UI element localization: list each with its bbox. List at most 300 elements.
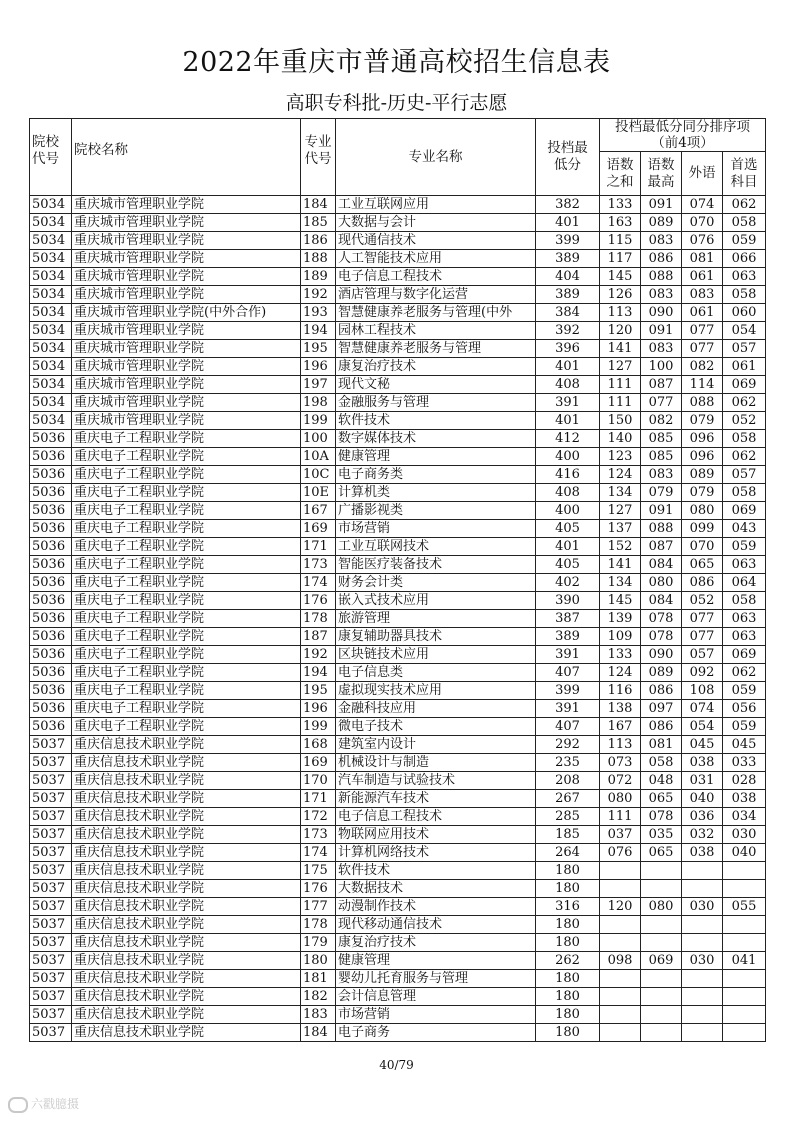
cell-min-score: 392 [536,322,600,340]
cell-chinese-math-sum: 152 [600,538,641,556]
cell-school-name: 重庆信息技术职业学院 [72,754,301,772]
cell-major-name: 微电子技术 [336,718,536,736]
cell-min-score: 391 [536,394,600,412]
cell-foreign: 065 [682,556,723,574]
cell-major-code: 187 [301,628,336,646]
cell-first-subject: 063 [723,610,766,628]
cell-first-subject: 066 [723,250,766,268]
cell-first-subject: 059 [723,232,766,250]
table-row [30,898,766,916]
cell-major-name: 智慧健康养老服务与管理 [336,340,536,358]
cell-major-name: 财务会计类 [336,574,536,592]
cell-foreign: 040 [682,790,723,808]
cell-foreign: 083 [682,286,723,304]
cell-school-name: 重庆信息技术职业学院 [72,898,301,916]
cell-foreign: 074 [682,196,723,214]
header-chinese-math-max: 语数最高 [641,152,682,196]
logo-icon [8,1097,28,1113]
cell-chinese-math-max: 077 [641,394,682,412]
cell-min-score: 407 [536,718,600,736]
cell-school-code: 5036 [30,628,72,646]
cell-major-name: 工业互联网应用 [336,196,536,214]
cell-major-code: 198 [301,394,336,412]
cell-chinese-math-sum: 113 [600,736,641,754]
cell-chinese-math-sum: 076 [600,844,641,862]
cell-school-name: 重庆电子工程职业学院 [72,700,301,718]
admission-table [29,118,766,1042]
cell-chinese-math-max: 086 [641,718,682,736]
cell-major-code: 196 [301,700,336,718]
cell-chinese-math-sum: 109 [600,628,641,646]
cell-foreign: 089 [682,466,723,484]
cell-major-name: 酒店管理与数字化运营 [336,286,536,304]
cell-first-subject: 060 [723,304,766,322]
cell-chinese-math-sum: 139 [600,610,641,628]
cell-school-code: 5036 [30,466,72,484]
cell-chinese-math-sum: 037 [600,826,641,844]
cell-major-code: 176 [301,880,336,898]
cell-chinese-math-max: 058 [641,754,682,772]
cell-major-name: 现代通信技术 [336,232,536,250]
cell-major-code: 10C [301,466,336,484]
cell-foreign: 045 [682,736,723,754]
table-row [30,988,766,1006]
cell-major-name: 动漫制作技术 [336,898,536,916]
cell-chinese-math-max: 090 [641,646,682,664]
cell-school-name: 重庆城市管理职业学院 [72,376,301,394]
cell-min-score: 390 [536,592,600,610]
cell-min-score: 180 [536,934,600,952]
cell-chinese-math-sum: 120 [600,898,641,916]
table-row [30,394,766,412]
cell-school-code: 5034 [30,232,72,250]
cell-school-code: 5037 [30,898,72,916]
cell-major-code: 174 [301,574,336,592]
table-row [30,610,766,628]
cell-foreign: 070 [682,214,723,232]
cell-first-subject: 059 [723,682,766,700]
cell-min-score: 235 [536,754,600,772]
cell-major-name: 建筑室内设计 [336,736,536,754]
cell-major-name: 园林工程技术 [336,322,536,340]
cell-min-score: 208 [536,772,600,790]
cell-chinese-math-max: 086 [641,250,682,268]
table-row [30,232,766,250]
cell-chinese-math-sum: 127 [600,358,641,376]
cell-min-score: 408 [536,484,600,502]
cell-foreign: 096 [682,448,723,466]
cell-school-name: 重庆电子工程职业学院 [72,646,301,664]
cell-school-code: 5036 [30,484,72,502]
cell-foreign: 038 [682,754,723,772]
cell-major-code: 172 [301,808,336,826]
cell-major-name: 健康管理 [336,952,536,970]
table-row [30,412,766,430]
cell-first-subject: 033 [723,754,766,772]
cell-chinese-math-sum: 126 [600,286,641,304]
table-row [30,556,766,574]
table-row [30,286,766,304]
cell-min-score: 389 [536,250,600,268]
cell-chinese-math-max: 088 [641,268,682,286]
cell-chinese-math-max: 069 [641,952,682,970]
cell-major-code: 183 [301,1006,336,1024]
cell-min-score: 389 [536,628,600,646]
cell-first-subject: 062 [723,448,766,466]
cell-major-name: 电子商务类 [336,466,536,484]
cell-foreign [682,1006,723,1024]
cell-chinese-math-sum: 134 [600,484,641,502]
cell-school-code: 5034 [30,268,72,286]
cell-school-name: 重庆信息技术职业学院 [72,1006,301,1024]
cell-chinese-math-max: 097 [641,700,682,718]
cell-school-code: 5034 [30,214,72,232]
cell-first-subject: 063 [723,628,766,646]
cell-chinese-math-sum [600,970,641,988]
cell-major-code: 186 [301,232,336,250]
table-row [30,862,766,880]
cell-chinese-math-sum: 133 [600,196,641,214]
cell-school-name: 重庆信息技术职业学院 [72,970,301,988]
cell-foreign: 079 [682,412,723,430]
cell-school-name: 重庆信息技术职业学院 [72,916,301,934]
cell-chinese-math-max [641,970,682,988]
cell-school-code: 5037 [30,826,72,844]
cell-major-code: 168 [301,736,336,754]
cell-major-name: 软件技术 [336,862,536,880]
cell-first-subject: 063 [723,556,766,574]
cell-school-name: 重庆电子工程职业学院 [72,574,301,592]
cell-school-name: 重庆电子工程职业学院 [72,682,301,700]
cell-school-code: 5037 [30,1024,72,1042]
cell-min-score: 384 [536,304,600,322]
cell-min-score: 408 [536,376,600,394]
cell-chinese-math-max [641,1024,682,1042]
cell-major-name: 虚拟现实技术应用 [336,682,536,700]
cell-min-score: 401 [536,412,600,430]
cell-major-code: 194 [301,664,336,682]
logo-text: 六戳臆摄 [31,1097,80,1111]
cell-min-score: 412 [536,430,600,448]
cell-foreign: 114 [682,376,723,394]
cell-min-score: 416 [536,466,600,484]
cell-school-name: 重庆电子工程职业学院 [72,430,301,448]
cell-major-code: 10E [301,484,336,502]
cell-foreign: 081 [682,250,723,268]
table-row [30,880,766,898]
cell-chinese-math-sum: 116 [600,682,641,700]
cell-first-subject: 043 [723,520,766,538]
cell-foreign [682,1024,723,1042]
cell-first-subject: 057 [723,466,766,484]
cell-school-name: 重庆电子工程职业学院 [72,592,301,610]
cell-major-name: 大数据技术 [336,880,536,898]
cell-foreign: 074 [682,700,723,718]
cell-school-name: 重庆信息技术职业学院 [72,772,301,790]
cell-first-subject: 064 [723,574,766,592]
cell-first-subject: 062 [723,196,766,214]
cell-foreign: 038 [682,844,723,862]
cell-major-name: 智慧健康养老服务与管理(中外 [336,304,536,322]
table-row [30,448,766,466]
cell-chinese-math-sum: 111 [600,376,641,394]
cell-min-score: 180 [536,880,600,898]
cell-major-name: 市场营销 [336,1006,536,1024]
cell-school-name: 重庆城市管理职业学院 [72,412,301,430]
cell-chinese-math-max: 035 [641,826,682,844]
cell-major-name: 金融服务与管理 [336,394,536,412]
cell-major-code: 193 [301,304,336,322]
cell-min-score: 292 [536,736,600,754]
cell-chinese-math-sum: 127 [600,502,641,520]
table-row [30,916,766,934]
cell-school-code: 5036 [30,664,72,682]
cell-chinese-math-sum [600,862,641,880]
cell-chinese-math-sum: 098 [600,952,641,970]
table-row [30,466,766,484]
cell-chinese-math-max [641,988,682,1006]
cell-school-code: 5034 [30,376,72,394]
table-row [30,340,766,358]
cell-school-name: 重庆信息技术职业学院 [72,736,301,754]
cell-chinese-math-sum: 073 [600,754,641,772]
cell-foreign [682,988,723,1006]
cell-foreign [682,934,723,952]
cell-major-code: 182 [301,988,336,1006]
cell-first-subject: 038 [723,790,766,808]
cell-chinese-math-max: 065 [641,790,682,808]
cell-chinese-math-sum [600,988,641,1006]
cell-min-score: 401 [536,214,600,232]
cell-school-name: 重庆电子工程职业学院 [72,520,301,538]
cell-major-name: 物联网应用技术 [336,826,536,844]
cell-min-score: 399 [536,232,600,250]
cell-school-code: 5034 [30,304,72,322]
table-row [30,214,766,232]
table-row [30,790,766,808]
cell-foreign: 077 [682,628,723,646]
cell-chinese-math-sum: 123 [600,448,641,466]
cell-min-score: 387 [536,610,600,628]
cell-chinese-math-max: 085 [641,448,682,466]
cell-chinese-math-sum: 145 [600,592,641,610]
cell-school-code: 5036 [30,574,72,592]
cell-school-name: 重庆电子工程职业学院 [72,538,301,556]
table-row [30,718,766,736]
cell-major-code: 184 [301,196,336,214]
cell-major-code: 181 [301,970,336,988]
cell-major-name: 计算机网络技术 [336,844,536,862]
cell-school-code: 5036 [30,682,72,700]
cell-chinese-math-max: 079 [641,484,682,502]
cell-chinese-math-max: 080 [641,898,682,916]
cell-chinese-math-max [641,934,682,952]
cell-min-score: 404 [536,268,600,286]
cell-school-code: 5037 [30,808,72,826]
cell-major-code: 199 [301,718,336,736]
cell-min-score: 391 [536,700,600,718]
cell-school-name: 重庆电子工程职业学院 [72,556,301,574]
header-chinese-math-sum: 语数之和 [600,152,641,196]
cell-major-code: 167 [301,502,336,520]
cell-chinese-math-sum: 140 [600,430,641,448]
cell-school-name: 重庆城市管理职业学院 [72,250,301,268]
cell-school-code: 5037 [30,754,72,772]
cell-school-code: 5034 [30,412,72,430]
cell-first-subject: 063 [723,268,766,286]
cell-school-code: 5034 [30,286,72,304]
cell-major-code: 178 [301,610,336,628]
cell-foreign: 032 [682,826,723,844]
cell-first-subject: 041 [723,952,766,970]
cell-school-code: 5036 [30,502,72,520]
cell-chinese-math-sum: 113 [600,304,641,322]
header-school-name: 院校名称 [72,119,301,196]
table-row [30,322,766,340]
cell-major-name: 广播影视类 [336,502,536,520]
cell-major-code: 185 [301,214,336,232]
cell-min-score: 382 [536,196,600,214]
cell-first-subject: 057 [723,340,766,358]
cell-chinese-math-max: 086 [641,682,682,700]
cell-first-subject [723,1024,766,1042]
cell-chinese-math-max: 065 [641,844,682,862]
cell-chinese-math-max: 087 [641,376,682,394]
cell-foreign [682,916,723,934]
cell-school-name: 重庆城市管理职业学院(中外合作) [72,304,301,322]
cell-major-name: 市场营销 [336,520,536,538]
cell-school-name: 重庆城市管理职业学院 [72,214,301,232]
cell-foreign: 082 [682,358,723,376]
table-row [30,376,766,394]
cell-chinese-math-max [641,862,682,880]
cell-major-name: 康复辅助器具技术 [336,628,536,646]
cell-min-score: 262 [536,952,600,970]
cell-school-code: 5036 [30,646,72,664]
page-number: 40/79 [379,1058,414,1072]
cell-major-code: 194 [301,322,336,340]
cell-foreign: 086 [682,574,723,592]
cell-chinese-math-sum [600,916,641,934]
cell-foreign: 031 [682,772,723,790]
header-foreign: 外语 [682,152,723,196]
page-subtitle: 高职专科批-历史-平行志愿 [285,92,508,114]
cell-major-code: 192 [301,646,336,664]
cell-school-name: 重庆电子工程职业学院 [72,502,301,520]
cell-major-name: 现代文秘 [336,376,536,394]
cell-min-score: 389 [536,286,600,304]
cell-chinese-math-sum: 137 [600,520,641,538]
cell-chinese-math-max: 090 [641,304,682,322]
cell-min-score: 399 [536,682,600,700]
table-row [30,970,766,988]
cell-school-name: 重庆城市管理职业学院 [72,196,301,214]
header-major-name: 专业名称 [336,119,536,196]
table-row [30,592,766,610]
cell-chinese-math-max: 089 [641,664,682,682]
cell-school-code: 5037 [30,862,72,880]
cell-school-name: 重庆电子工程职业学院 [72,664,301,682]
table-row [30,268,766,286]
cell-school-code: 5036 [30,448,72,466]
cell-major-name: 大数据与会计 [336,214,536,232]
cell-chinese-math-sum: 124 [600,466,641,484]
cell-chinese-math-max: 085 [641,430,682,448]
cell-major-code: 197 [301,376,336,394]
cell-school-code: 5037 [30,844,72,862]
cell-major-code: 170 [301,772,336,790]
cell-school-name: 重庆信息技术职业学院 [72,808,301,826]
table-row [30,772,766,790]
cell-foreign: 108 [682,682,723,700]
cell-chinese-math-sum: 111 [600,808,641,826]
cell-chinese-math-sum [600,1024,641,1042]
cell-school-code: 5037 [30,970,72,988]
cell-min-score: 180 [536,1024,600,1042]
cell-major-name: 婴幼儿托育服务与管理 [336,970,536,988]
cell-school-code: 5034 [30,322,72,340]
cell-major-name: 电子信息工程技术 [336,268,536,286]
cell-foreign: 057 [682,646,723,664]
cell-major-name: 电子信息类 [336,664,536,682]
cell-school-name: 重庆信息技术职业学院 [72,880,301,898]
cell-first-subject [723,880,766,898]
cell-school-code: 5037 [30,1006,72,1024]
cell-min-score: 400 [536,448,600,466]
cell-major-code: 169 [301,754,336,772]
cell-first-subject [723,916,766,934]
cell-school-code: 5037 [30,790,72,808]
cell-major-name: 工业互联网技术 [336,538,536,556]
table-row [30,754,766,772]
cell-school-code: 5034 [30,250,72,268]
table-row [30,682,766,700]
cell-chinese-math-sum: 163 [600,214,641,232]
cell-foreign: 030 [682,952,723,970]
cell-first-subject: 052 [723,412,766,430]
cell-major-code: 100 [301,430,336,448]
cell-school-name: 重庆信息技术职业学院 [72,988,301,1006]
cell-chinese-math-max: 089 [641,214,682,232]
cell-major-name: 旅游管理 [336,610,536,628]
cell-school-name: 重庆信息技术职业学院 [72,1024,301,1042]
table-row [30,250,766,268]
cell-major-name: 计算机类 [336,484,536,502]
cell-chinese-math-max: 091 [641,322,682,340]
cell-major-name: 康复治疗技术 [336,934,536,952]
cell-min-score: 400 [536,502,600,520]
cell-first-subject [723,1006,766,1024]
cell-min-score: 180 [536,1006,600,1024]
cell-school-name: 重庆城市管理职业学院 [72,394,301,412]
cell-chinese-math-sum: 167 [600,718,641,736]
cell-chinese-math-sum: 133 [600,646,641,664]
header-min-score: 投档最低分 [536,119,600,196]
cell-chinese-math-max: 083 [641,232,682,250]
cell-chinese-math-max: 084 [641,592,682,610]
cell-major-code: 177 [301,898,336,916]
cell-min-score: 180 [536,916,600,934]
table-row [30,502,766,520]
cell-foreign: 080 [682,502,723,520]
cell-chinese-math-sum: 141 [600,556,641,574]
cell-foreign: 092 [682,664,723,682]
cell-chinese-math-sum: 072 [600,772,641,790]
cell-major-name: 健康管理 [336,448,536,466]
cell-chinese-math-max: 080 [641,574,682,592]
cell-foreign: 070 [682,538,723,556]
cell-foreign: 054 [682,718,723,736]
